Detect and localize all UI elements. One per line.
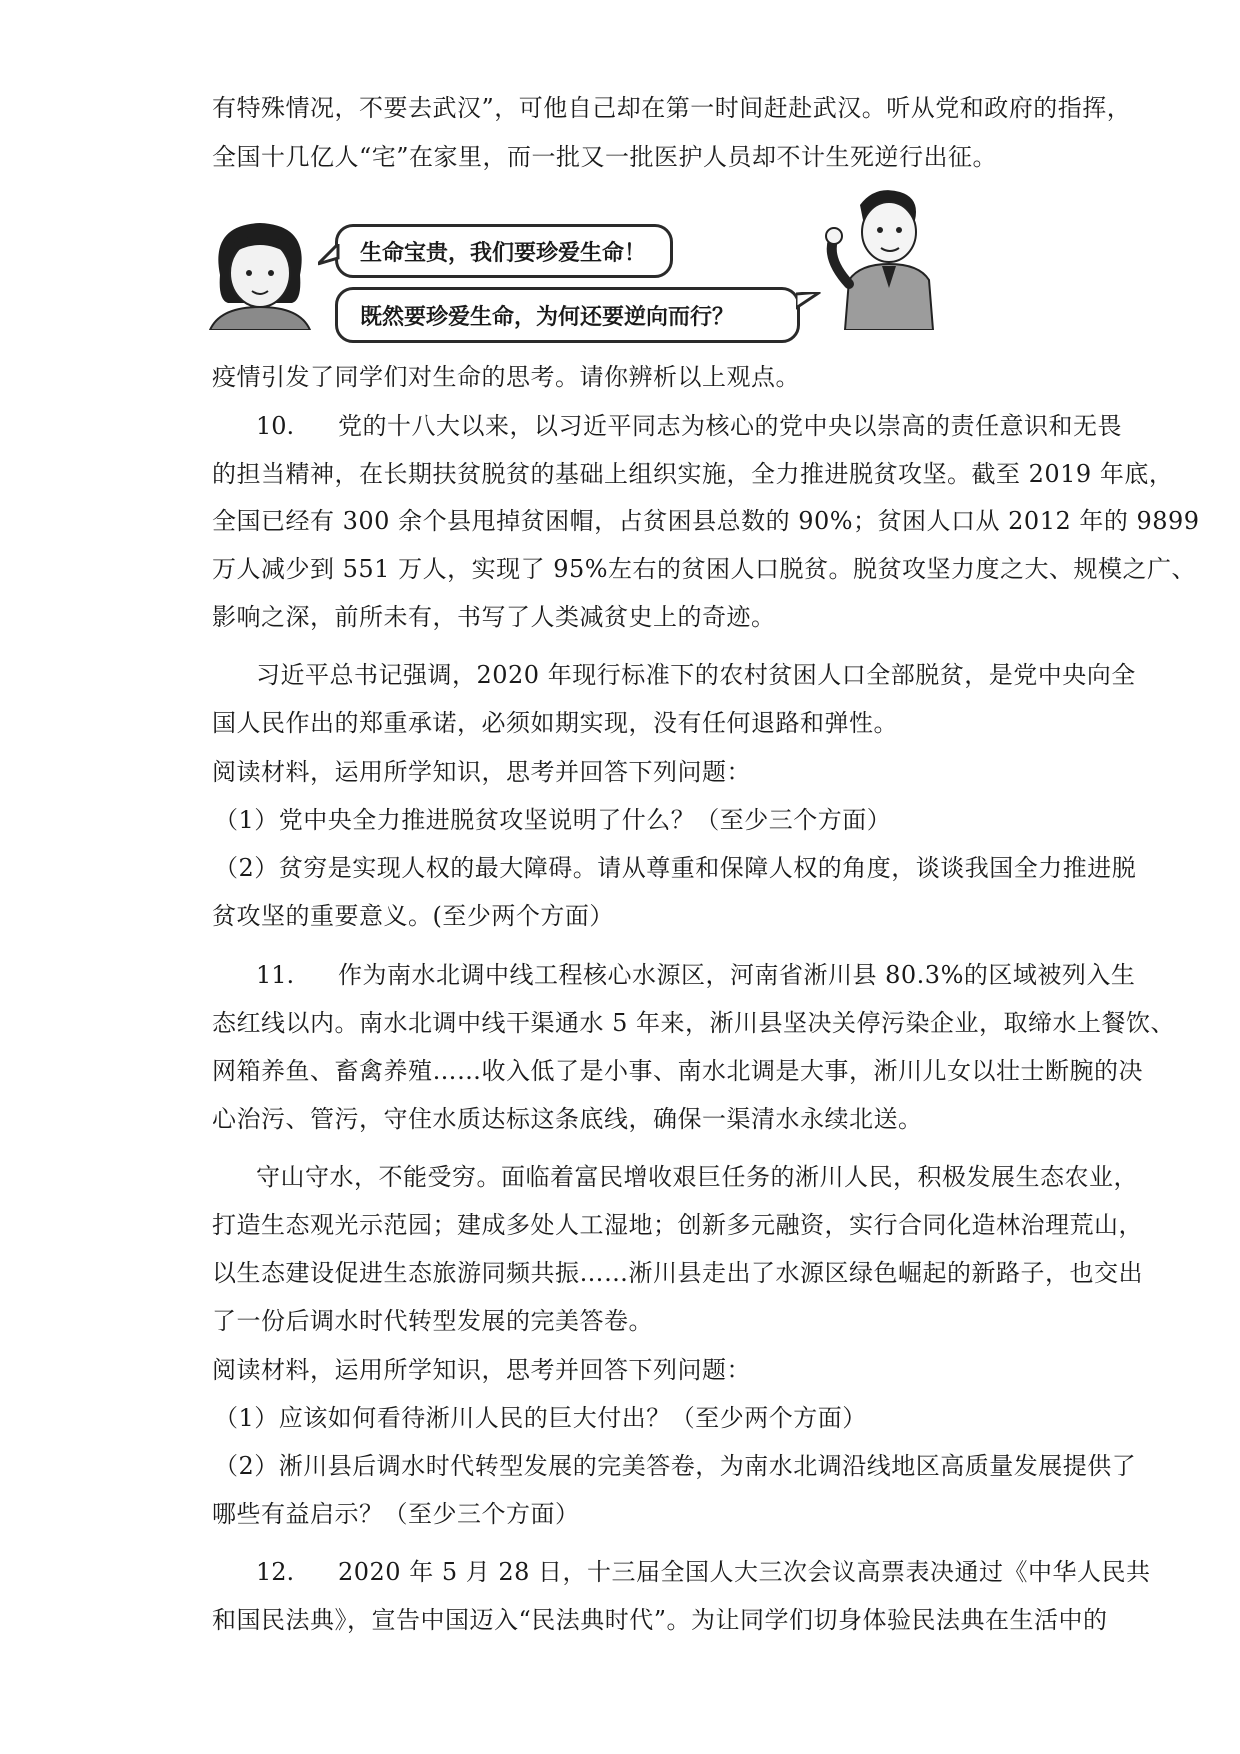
q11-line-2: 态红线以内。南水北调中线干渠通水 5 年来，淅川县坚决关停污染企业，取缔水上餐饮、 (212, 1009, 1176, 1037)
q10-sub2-line-2: 贫攻坚的重要意义。(至少两个方面） (212, 902, 614, 930)
q12-line-2: 和国民法典》，宣告中国迈入“民法典时代”。为让同学们切身体验民法典在生活中的 (212, 1606, 1108, 1634)
speech-bubble-top-text: 生命宝贵，我们要珍爱生命！ (360, 240, 647, 266)
q11-line-3: 网箱养鱼、畜禽养殖……收入低了是小事、南水北调是大事，淅川儿女以壮士断腕的决 (212, 1057, 1143, 1085)
q11-para2-line-2: 打造生态观光示范园；建成多处人工湿地；创新多元融资，实行合同化造林治理荒山， (212, 1211, 1143, 1239)
q10-number: 10. (256, 412, 295, 440)
speech-bubble-bottom (335, 287, 800, 343)
q12-line-1: 2020 年 5 月 28 日，十三届全国人大三次会议高票表决通过《中华人民共 (338, 1558, 1151, 1586)
intro-line-1: 有特殊情况，不要去武汉”，可他自己却在第一时间赶赴武汉。听从党和政府的指挥， (212, 94, 1132, 122)
q12-number: 12. (256, 1558, 295, 1586)
intro-line-2: 全国十几亿人“宅”在家里，而一批又一批医护人员却不计生死逆行出征。 (212, 143, 998, 171)
q11-sub2-line-2: 哪些有益启示？（至少三个方面） (212, 1500, 580, 1528)
q9-prompt: 疫情引发了同学们对生命的思考。请你辨析以上观点。 (212, 363, 800, 391)
boy-illustration (815, 180, 950, 330)
q11-line-4: 心治污、管污，守住水质达标这条底线，确保一渠清水永续北送。 (212, 1105, 923, 1133)
speech-bubble-bottom-text: 既然要珍爱生命，为何还要逆向而行？ (360, 304, 735, 330)
q11-line-1: 作为南水北调中线工程核心水源区，河南省淅川县 80.3%的区域被列入生 (338, 961, 1136, 989)
q11-sub1: （1）应该如何看待淅川人民的巨大付出？（至少两个方面） (214, 1404, 867, 1432)
q10-para2-line-2: 国人民作出的郑重承诺，必须如期实现，没有任何退路和弹性。 (212, 709, 898, 737)
bubble-top-tail (318, 244, 340, 268)
q10-para2-line-1: 习近平总书记强调，2020 年现行标准下的农村贫困人口全部脱贫，是党中央向全 (256, 661, 1136, 689)
q10-sub1: （1）党中央全力推进脱贫攻坚说明了什么？（至少三个方面） (214, 806, 892, 834)
q10-line-4: 万人减少到 551 万人，实现了 95%左右的贫困人口脱贫。脱贫攻坚力度之大、规模之广、 (212, 555, 1197, 583)
q11-para2-line-3: 以生态建设促进生态旅游同频共振……淅川县走出了水源区绿色崛起的新路子，也交出 (212, 1259, 1143, 1287)
q11-sub2-line-1: （2）淅川县后调水时代转型发展的完美答卷，为南水北调沿线地区高质量发展提供了 (214, 1452, 1137, 1480)
q10-line-5: 影响之深，前所未有，书写了人类减贫史上的奇迹。 (212, 603, 776, 631)
q11-number: 11. (256, 961, 295, 989)
speech-bubble-top (335, 224, 673, 278)
q10-instruction: 阅读材料，运用所学知识，思考并回答下列问题： (212, 758, 751, 786)
q10-line-1: 党的十八大以来，以习近平同志为核心的党中央以崇高的责任意识和无畏 (338, 412, 1122, 440)
q10-line-3: 全国已经有 300 余个县甩掉贫困帽，占贫困县总数的 90%；贫困人口从 2012 年的 9899 (212, 507, 1200, 535)
girl-illustration (200, 215, 320, 330)
q11-instruction: 阅读材料，运用所学知识，思考并回答下列问题： (212, 1356, 751, 1384)
q11-para2-line-4: 了一份后调水时代转型发展的完美答卷。 (212, 1307, 653, 1335)
q10-sub2-line-1: （2）贫穷是实现人权的最大障碍。请从尊重和保障人权的角度，谈谈我国全力推进脱 (214, 854, 1137, 882)
q10-line-2: 的担当精神，在长期扶贫脱贫的基础上组织实施，全力推进脱贫攻坚。截至 2019 年底， (212, 460, 1174, 488)
q11-para2-line-1: 守山守水，不能受穷。面临着富民增收艰巨任务的淅川人民，积极发展生态农业， (256, 1163, 1138, 1191)
